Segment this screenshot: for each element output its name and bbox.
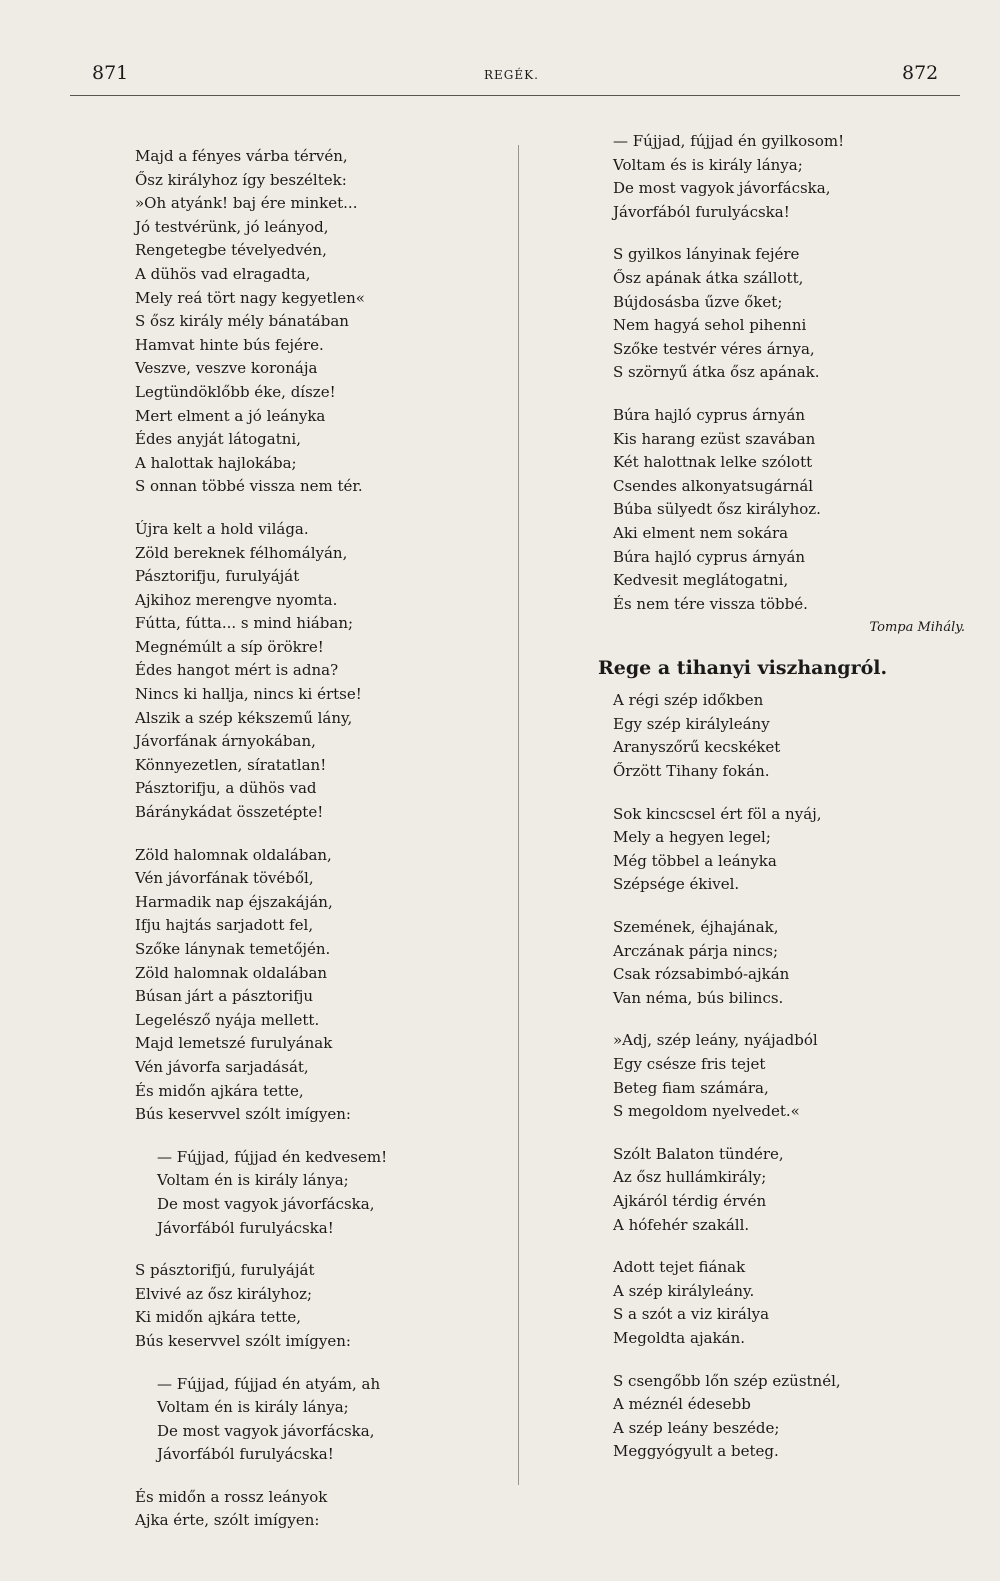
- right-column: [598, 130, 983, 1464]
- verse-line: Majd lemetszé furulyának: [135, 1034, 333, 1053]
- verse-line: Pásztorifju, a dühös vad: [135, 779, 317, 798]
- verse-line: Szólt Balaton tündére,: [613, 1144, 784, 1163]
- verse-line: Kis harang ezüst szavában: [613, 429, 816, 448]
- verse-line: Hamvat hinte bús fejére.: [135, 335, 324, 354]
- stanza-gap: [613, 1351, 983, 1370]
- verse-line: — Fújjad, fújjad én gyilkosom!: [613, 132, 845, 150]
- stanza-gap: [135, 499, 505, 518]
- verse-line: Ajkihoz merengve nyomta.: [135, 590, 338, 609]
- verse-line: És midőn a rossz leányok: [135, 1487, 328, 1506]
- verse-line: Jávorfából furulyácska!: [157, 1218, 334, 1237]
- verse-line: Csendes alkonyatsugárnál: [613, 476, 814, 495]
- verse-line: S onnan többé vissza nem tér.: [135, 477, 363, 496]
- verse-line: S szörnyű átka ősz apának.: [613, 363, 820, 382]
- column-divider: [518, 145, 519, 1485]
- verse-line: S pásztorifjú, furulyáját: [135, 1261, 315, 1280]
- verse-line: Aranyszőrű kecskéket: [613, 738, 781, 757]
- verse-line: Ajka érte, szólt imígyen:: [135, 1511, 320, 1530]
- verse-line: Búsan járt a pásztorifju: [135, 987, 314, 1006]
- stanza-gap: [613, 897, 983, 916]
- stanza-gap: [613, 385, 983, 404]
- verse-line: Ki midőn ajkára tette,: [135, 1308, 301, 1327]
- verse-line: Egy csésze fris tejet: [613, 1055, 766, 1073]
- stanza-gap: [613, 224, 983, 243]
- stanza-gap: [135, 1127, 505, 1146]
- verse-line: Aki elment nem sokára: [613, 523, 789, 542]
- verse-line: A méznél édesebb: [613, 1395, 751, 1414]
- verse-line: De most vagyok jávorfácska,: [157, 1194, 375, 1213]
- verse-line: Rengetegbe tévelyedvén,: [135, 241, 327, 260]
- verse-line: Legtündöklőbb éke, dísze!: [135, 382, 336, 401]
- verse-line: Ifju hajtás sarjadott fel,: [135, 916, 314, 935]
- verse-line: — Fújjad, fújjad én kedvesem!: [157, 1147, 388, 1166]
- verse-line: Az ősz hullámkirály;: [613, 1168, 767, 1187]
- verse-line: A szép királyleány.: [613, 1281, 755, 1300]
- verse-line: Jávorfából furulyácska!: [157, 1445, 334, 1464]
- verse-line: Bús keservvel szólt imígyen:: [135, 1331, 351, 1350]
- verse-line: S a szót a viz királya: [613, 1305, 770, 1324]
- verse-line: Jávorfából furulyácska!: [613, 202, 790, 221]
- verse-line: A régi szép időkben: [613, 691, 764, 710]
- verse-line: És midőn ajkára tette,: [135, 1081, 304, 1100]
- verse-line: A szép leány beszéde;: [613, 1418, 780, 1437]
- verse-line: Zöld halomnak oldalában,: [135, 845, 332, 864]
- verse-line: Megoldta ajakán.: [613, 1328, 746, 1347]
- verse-line: Őrzött Tihany fokán.: [613, 762, 770, 781]
- verse-line: Kedvesit meglátogatni,: [613, 571, 789, 590]
- verse-line: Legelésző nyája mellett.: [135, 1010, 320, 1029]
- verse-line: Sok kincscsel ért föl a nyáj,: [613, 804, 822, 823]
- verse-line: Bús keservvel szólt imígyen:: [135, 1105, 351, 1124]
- verse-line: Vén jávorfa sarjadását,: [135, 1057, 309, 1076]
- poem-ending: [613, 130, 983, 616]
- verse-line: Beteg fiam számára,: [613, 1078, 769, 1097]
- verse-line: Újra kelt a hold világa.: [135, 519, 309, 538]
- verse-line: S gyilkos lányinak fejére: [613, 245, 800, 264]
- verse-line: Búra hajló cyprus árnyán: [613, 547, 806, 566]
- verse-line: Bújdosásba űzve őket;: [613, 292, 783, 311]
- poem-tihany: [613, 689, 983, 1464]
- verse-line: S megoldom nyelvedet.«: [613, 1102, 800, 1121]
- verse-line: Szőke lánynak temetőjén.: [135, 940, 331, 958]
- stanza-gap: [135, 1354, 505, 1373]
- verse-line: Ajkáról térdig érvén: [613, 1191, 767, 1210]
- verse-line: Megnémúlt a síp örökre!: [135, 637, 324, 656]
- stanza-gap: [613, 784, 983, 803]
- header-rule: [70, 95, 960, 96]
- page-number-left: 871: [92, 62, 129, 84]
- verse-line: Meggyógyult a beteg.: [613, 1442, 779, 1461]
- verse-line: »Oh atyánk! baj ére minket...: [135, 194, 358, 213]
- verse-line: Két halottnak lelke szólott: [613, 453, 813, 472]
- verse-line: Édes hangot mért is adna?: [135, 661, 339, 680]
- verse-line: Nem hagyá sehol pihenni: [613, 316, 807, 335]
- verse-line: Voltam én is király lánya;: [157, 1171, 349, 1190]
- verse-line: De most vagyok jávorfácska,: [157, 1421, 375, 1440]
- verse-line: Arczának párja nincs;: [613, 941, 779, 960]
- stanza-gap: [613, 1010, 983, 1029]
- verse-line: Csak rózsabimbó-ajkán: [613, 965, 790, 984]
- running-title: REGÉK.: [484, 68, 539, 82]
- verse-line: Vén jávorfának tövéből,: [135, 869, 314, 888]
- verse-line: Egy szép királyleány: [613, 714, 770, 733]
- verse-line: És nem tére vissza többé.: [613, 594, 808, 613]
- verse-line: — Fújjad, fújjad én atyám, ah: [157, 1374, 381, 1393]
- verse-line: S ősz király mély bánatában: [135, 312, 349, 331]
- verse-line: Báránykádat összetépte!: [135, 803, 324, 822]
- verse-line: Nincs ki hallja, nincs ki értse!: [135, 685, 362, 704]
- stanza-gap: [135, 1240, 505, 1259]
- verse-line: Alszik a szép kékszemű lány,: [135, 708, 353, 727]
- verse-line: Szépsége ékivel.: [613, 875, 740, 894]
- verse-line: Van néma, bús bilincs.: [613, 988, 784, 1007]
- page-number-right: 872: [902, 62, 939, 84]
- verse-line: Pásztorifju, furulyáját: [135, 567, 300, 586]
- poem-heading: Rege a tihanyi viszhangról.: [598, 657, 888, 680]
- left-column: [135, 145, 505, 1533]
- verse-line: Édes anyját látogatni,: [135, 430, 301, 449]
- verse-line: Mert elment a jó leányka: [135, 406, 326, 425]
- verse-line: Búra hajló cyprus árnyán: [613, 405, 806, 424]
- verse-line: A dühös vad elragadta,: [135, 264, 311, 283]
- verse-line: Adott tejet fiának: [613, 1258, 746, 1277]
- verse-line: Jó testvérünk, jó leányod,: [135, 217, 329, 236]
- verse-line: Voltam és is király lánya;: [613, 155, 803, 174]
- stanza-gap: [135, 1467, 505, 1486]
- verse-line: Szemének, éjhajának,: [613, 918, 779, 937]
- verse-line: A halottak hajlokába;: [135, 453, 297, 472]
- verse-line: De most vagyok jávorfácska,: [613, 179, 831, 198]
- verse-line: Még többel a leányka: [613, 851, 777, 870]
- verse-line: Mely reá tört nagy kegyetlen«: [135, 288, 365, 307]
- verse-line: Ősz királyhoz így beszéltek:: [135, 170, 347, 189]
- verse-line: A hófehér szakáll.: [613, 1215, 750, 1234]
- verse-line: »Adj, szép leány, nyájadból: [613, 1031, 818, 1050]
- author-signature: Tompa Mihály.: [869, 620, 965, 636]
- verse-line: Mely a hegyen legel;: [613, 828, 771, 847]
- verse-line: Majd a fényes várba térvén,: [135, 147, 348, 165]
- verse-line: Szőke testvér véres árnya,: [613, 339, 815, 358]
- verse-line: Könnyezetlen, síratatlan!: [135, 755, 327, 774]
- verse-line: Búba sülyedt ősz királyhoz.: [613, 500, 821, 519]
- verse-line: Voltam én is király lánya;: [157, 1398, 349, 1417]
- verse-line: Zöld halomnak oldalában: [135, 963, 328, 982]
- stanza-gap: [613, 1124, 983, 1143]
- verse-line: Fútta, fútta... s mind hiában;: [135, 614, 354, 633]
- verse-line: Zöld bereknek félhomályán,: [135, 543, 348, 562]
- verse-line: Elvivé az ősz királyhoz;: [135, 1284, 313, 1303]
- verse-line: Jávorfának árnyokában,: [135, 732, 316, 751]
- verse-line: Ősz apának átka szállott,: [613, 268, 804, 287]
- verse-line: S csengőbb lőn szép ezüstnél,: [613, 1371, 841, 1390]
- stanza-gap: [135, 825, 505, 844]
- stanza-gap: [613, 1237, 983, 1256]
- verse-line: Veszve, veszve koronája: [135, 359, 318, 378]
- verse-line: Harmadik nap éjszakáján,: [135, 892, 333, 911]
